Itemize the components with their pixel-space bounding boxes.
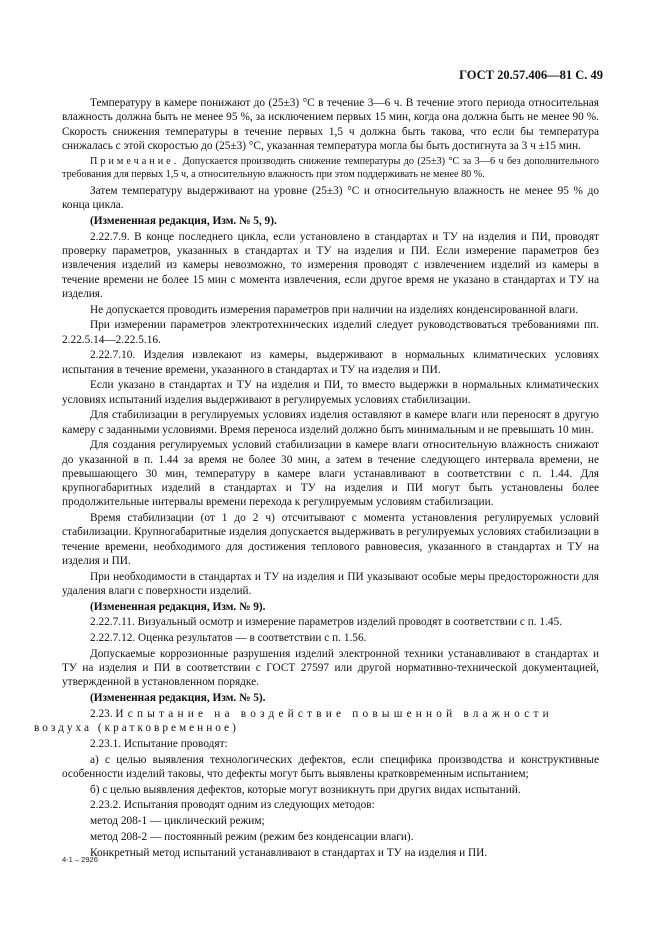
paragraph: Допускаемые коррозионные разрушения изделий электронной техники устанавливают в стандартах и ТУ на изделия и ПИ в соответствии с ГОСТ 27597 или другой нормативно-технической документацией, утвержденной в установленном порядке. xyxy=(62,647,599,689)
paragraph: Для создания регулируемых условий стабилизации в камере влаги относительную влажность снижают до указанной в п. 1.44 за время не более 30 мин, а затем в течение следующего интервала времени, не превышающего 30 мин, температуру в камере влаги устанавливают в соответствии с п. 1.44. Для крупногабаритных изделий в стандартах и ТУ на изделия и ПИ могут быть установлены более продолжительные интервалы времени перехода к регулируемым условиям стабилизации. xyxy=(62,439,599,509)
section-title: Испытание на воздействие повышенной влажности xyxy=(115,707,553,720)
note-text: Допускается производить снижение температуры до (25±3) °С за 3—6 ч без дополнительного требования для первых 1,5 ч, а относительную влажность при этом поддерживать не менее 80 %. xyxy=(62,156,600,180)
section-heading xyxy=(34,707,599,736)
paragraph: Конкретный метод испытаний устанавливают в стандартах и ТУ на изделия и ПИ. xyxy=(90,846,488,859)
list-item: метод 208-2 — постоянный режим (режим без конденсации влаги). xyxy=(90,830,414,843)
paragraph: Если указано в стандартах и ТУ на изделия и ПИ, то вместо выдержки в нормальных климатических условиях испытаний изделия выдерживают в регулируемых условиях стабилизации. xyxy=(62,379,599,406)
paragraph: 2.22.7.11. Визуальный осмотр и измерение параметров изделий проводят в соответствии с п. 1.45. xyxy=(90,616,563,629)
paragraph: 2.22.7.9. В конце последнего цикла, если установлено в стандартах и ТУ на изделия и ПИ, проводят проверку параметров, указанных в стандартах и ТУ на изделия и ПИ. Если измерение параметров без извлечения изделий из камеры невозможно, то измерения проводят с извлечением изделий из камеры в течение времени не более 15 мин с момента извлечения, если другое время не указано в стандартах и ТУ на изделия. xyxy=(62,230,599,300)
revision-note: (Измененная редакция, Изм. № 9). xyxy=(90,600,266,613)
note xyxy=(62,155,599,181)
paragraph: 2.22.7.12. Оценка результатов — в соответствии с п. 1.56. xyxy=(90,632,367,644)
paragraph: Затем температуру выдерживают на уровне (25±3) °С и относительную влажность не менее 95 % до конца цикла. xyxy=(62,185,599,212)
paragraph: 2.22.7.10. Изделия извлекают из камеры, выдерживают в нормальных климатических условиях испытания в течение времени, указанного в стандартах и ТУ на изделия и ПИ. xyxy=(62,349,599,376)
paragraph: Для стабилизации в регулируемых условиях изделия оставляют в камере влаги или переносят в другую камеру с заданными условиями. Время переноса изделий должно быть минимальным и не превышать 10 мин. xyxy=(62,409,599,436)
paragraph: 2.23.2. Испытания проводят одним из следующих методов: xyxy=(90,799,375,812)
list-item: а) с целью выявления технологических дефектов, если специфика производства и конструктивные особенности изделий таковы, что дефекты могут быть выявлены кратковременным испытанием; xyxy=(62,753,599,780)
section-title-cont: воздуха (кратковременное) xyxy=(34,722,239,734)
note-label: Примечание. xyxy=(90,156,180,167)
paragraph: Температуру в камере понижают до (25±3) °С в течение 3—6 ч. В течение этого периода относительная влажность должна быть не менее 95 %, за исключением первых 15 мин, когда она должна быть не менее 90 %. Скорость снижения температуры в течение первых 1,5 ч должна быть такова, что если бы температура снижалась с этой скоростью до (25±3) °С, указанная температура могла бы быть достигнута за 3 ч ±15 мин. xyxy=(62,97,599,152)
list-item: метод 208-1 — циклический режим; xyxy=(90,815,265,827)
paragraph: 2.23.1. Испытание проводят: xyxy=(90,737,228,750)
paragraph: Не допускается проводить измерения параметров при наличии на изделиях конденсированной влаги. xyxy=(90,303,579,316)
page-footer-code: 4-1 – 2926 xyxy=(62,855,98,864)
page-header: ГОСТ 20.57.406—81 С. 49 xyxy=(459,68,603,82)
document-body xyxy=(34,96,600,861)
list-item: б) с целью выявления дефектов, которые могут возникнуть при других видах испытаний. xyxy=(90,783,521,796)
paragraph: При необходимости в стандартах и ТУ на изделия и ПИ указывают особые меры предосторожности для удаления влаги с поверхности изделий. xyxy=(62,570,599,597)
revision-note: (Измененная редакция, Изм. № 5, 9). xyxy=(90,215,277,227)
section-number: 2.23. xyxy=(90,707,113,720)
revision-note: (Измененная редакция, Изм. № 5). xyxy=(90,692,266,704)
paragraph: Время стабилизации (от 1 до 2 ч) отсчитывают с момента установления регулируемых условий стабилизации. Крупногабаритные изделия допускается выдерживать в регулируемых условиях стабилизации в течение времени, необходимого для достижения теплового равновесия, указанного в стандартах и ТУ на изделия и ПИ. xyxy=(62,512,599,567)
paragraph: При измерении параметров электротехнических изделий следует руководствоваться требованиями пп. 2.22.5.14—2.22.5.16. xyxy=(62,319,599,346)
